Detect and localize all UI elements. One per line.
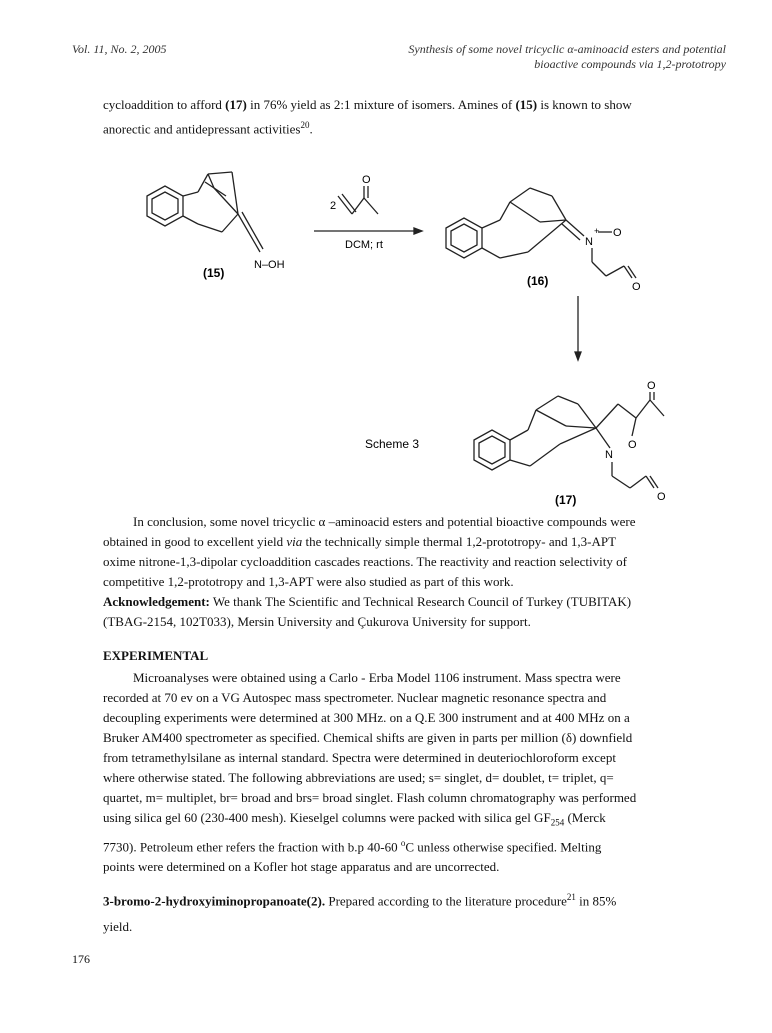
label-positive-charge: + <box>594 226 600 236</box>
compound-ref-15: (15) <box>515 97 538 112</box>
label-isoxazolidine-nitrogen: N <box>605 449 613 461</box>
label-compound-15: (15) <box>203 266 225 280</box>
label-ketone-oxygen-17-bottom: O <box>657 491 666 503</box>
acknowledgement-label: Acknowledgement: <box>103 594 210 609</box>
running-header-title-line1: Synthesis of some novel tricyclic α-aminoacid esters and potential <box>408 42 726 56</box>
experimental-heading: EXPERIMENTAL <box>103 648 209 663</box>
compound-2-name: 3-bromo-2-hydroxyiminopropanoate(2). <box>103 893 326 909</box>
scheme-caption: Scheme 3 <box>365 437 420 451</box>
label-isoxazolidine-oxygen: O <box>628 439 637 451</box>
label-compound-17: (17) <box>555 493 577 507</box>
label-compound-16: (16) <box>527 274 549 288</box>
running-header-left: Vol. 11, No. 2, 2005 <box>72 42 167 56</box>
acknowledgement: Acknowledgement: We thank The Scientific and Technical Research Council of Turkey (TUBITAK) (TBAG-2154, 102T033), Mersin University and Çukurova University for support. <box>103 594 632 629</box>
citation-20: 20 <box>300 120 310 130</box>
label-ketone-oxygen-16: O <box>632 281 641 293</box>
compound-2-paragraph: 3-bromo-2-hydroxyiminopropanoate(2). Prepared according to the literature procedure$^{21}$ in 85% yield. <box>103 892 617 935</box>
reagent-2-structure <box>338 186 378 214</box>
experimental-paragraph: Microanalyses were obtained using a Carlo - Erba Model 1106 instrument. Mass spectra were recorded at 70 ev on a VG Autospec mass spectrometer. Nuclear magnetic resonance spectra and decoupling experiments were determined at 300 MHz. on a Q.E 300 instrument and at 400 MHz on a Bruker AM400 spectrometer as specified. Chemical shifts are given in parts per million (δ) downfield from tetramethylsilane as internal standard. Spectra were determined in deuteriochloroform except where otherwise stated. The following abbreviations are used; s= singlet, d= doublet, t= triplet, q= quartet, m= multiplet, br= broad and brs= broad singlet. Flash column chromatography was performed using silica gel 60 (230-400 mesh). Kieselgel columns were packed with silica gel $GF_{254}$ (Merck 7730). Petroleum ether refers the fraction with b.p 40-60 $^o$C unless otherwise specified. Melting points were determined on a Kofler hot stage apparatus and are uncorrected. <box>103 670 637 874</box>
label-reagent-2: 2 <box>330 200 337 212</box>
intro-paragraph: cycloaddition to afford (17) in 76% yield as 2:1 mixture of isomers. Amines of (15) is known to show anorectic and antidepressant activities$^{20}$. <box>103 97 632 137</box>
label-nitrone-oxygen: O <box>613 227 622 239</box>
label-ketone-oxygen-17-top: O <box>647 380 656 392</box>
label-n-oh: N–OH <box>254 259 285 271</box>
label-conditions: DCM; rt <box>345 239 383 251</box>
label-reagent-oxygen: O <box>362 174 371 186</box>
citation-21: 21 <box>566 892 576 902</box>
compound-15-structure <box>147 172 263 252</box>
compound-16-structure <box>446 188 636 278</box>
label-nitrone-nitrogen: N <box>585 236 593 248</box>
page-number: 176 <box>72 952 90 966</box>
conclusion-paragraph: In conclusion, some novel tricyclic α –aminoacid esters and potential bioactive compounds were obtained in good to excellent yield via the technically simple thermal 1,2-prototropy- and 1,3-APT oxime nitrone-1,3-dipolar cycloaddition cascades reactions. The reactivity and reaction selectivity of competitive 1,2-prototropy and 1,3-APT were also studied as part of this work. <box>103 514 636 589</box>
compound-ref-17: (17) <box>225 97 247 112</box>
scheme-3-diagram <box>0 0 772 510</box>
running-header-title-line2: bioactive compounds via 1,2-prototropy <box>534 57 726 71</box>
